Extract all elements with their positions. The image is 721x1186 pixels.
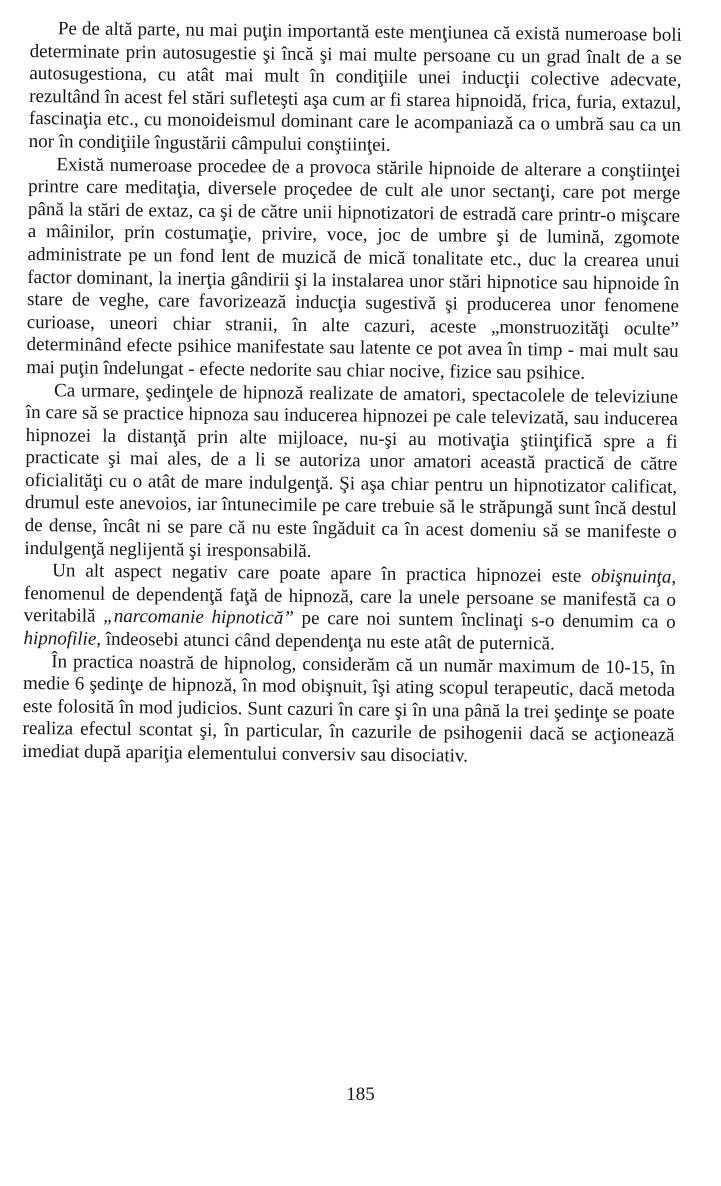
page-number: 185 [346,1084,375,1105]
emphasis-narcomanie: „narcomanie hipnotică” [103,606,294,630]
paragraph-4-text-4: , îndeosebi atunci când dependenţa nu este atât de puternică. [96,628,555,655]
paragraph-4-text-2: , fenomenul de dependenţă faţă de hipnoză, care la unele persoane se manifestă ca o veritabilă [23,566,677,628]
paragraph-1: Pe de altă parte, nu mai puţin importantă este menţiunea că există numeroase boli determinate prin autosugestie şi încă şi mai multe persoane cu un grad înalt de a se autosugestiona, cu atât mai mult în condiţiile unei inducţii colective adecvate, rezultând în acest fel stări sufleteşti aşa cum ar fi starea hipnoidă, frica, furia, extazul, fascinaţia etc., cu monoideismul dominant care le acompaniază ca o umbră sau ca un nor în condiţiile îngustării câmpului conştiinţei. [28,18,682,156]
body-text [22,18,682,770]
paragraph-4 [23,560,676,657]
paragraph-4-text-3: pe care noi suntem înclinaţi s-o denumim ca o [293,608,676,634]
paragraph-5: În practica noastră de hipnolog, considerăm că un număr maximum de 10-15, în medie 6 şedinţe de hipnoză, în mod obişnuit, îşi ating scopul terapeutic, dacă metoda este folosită în mod judicios. Sunt cazuri în care şi în una până la trei şedinţe se poate realiza efectul scontat şi, în particular, în cazurile de psihogenii dacă se acţionează imediat după apariţia elementului conversiv sau disociativ. [22,650,676,767]
paragraph-3: Ca urmare, şedinţele de hipnoză realizate de amatori, spectacolele de televiziune în care să se practice hipnoza sau inducerea hipnozei pe cale televizată, sau inducerea hipnozei la distanţă prin alte mijloace, nu-şi au motivaţia ştiinţifică spre a fi practicate şi mai ales, de a li se autoriza unor amatori această practică de către oficialităţi cu o atât de mare indulgenţă. Şi aşa chiar pentru un hipnotizator calificat, drumul este anevoios, iar întunecimile pe care trebuie să le străpungă sunt încă destul de dense, încât ni se pare că nu este îngăduit ca în acest domeniu să se manifeste o indulgenţă neglijentă şi iresponsabilă. [24,379,679,562]
paragraph-4-text-1: Un alt aspect negativ care poate apare în practica hipnozei este [52,560,592,588]
emphasis-obisnuinta: obişnuinţa [591,566,672,588]
paragraph-2: Există numeroase procedee de a provoca stările hipnoide de alterare a conştiinţei printre care meditaţia, diversele proçedee de cult ale unor sectanţi, care pot merge până la stări de extaz, ca şi de către unii hipnotizatori de estradă care printr-o mişcare a mâinilor, prin costumaţie, privire, voce, joc de umbre şi de lumină, zgomote administrate pe un fond lent de muzică de mică tonalitate etc., duc la crearea unui factor dominant, la inerţia gândirii şi la instalarea unor stări hipnotice sau hipnoide în stare de veghe, care favorizează inducţia sugestivă şi producerea unor fenomene curioase, uneori chiar stranii, în alte cazuri, aceste „monstruozităţi oculte” determinând efecte psihice manifestate sau latente ce pot avea în timp - mai mult sau mai puţin îndelungat - efecte nedorite sau chiar nocive, fizice sau psihice. [26,153,681,384]
emphasis-hipnofilie: hipnofilie [23,627,97,650]
